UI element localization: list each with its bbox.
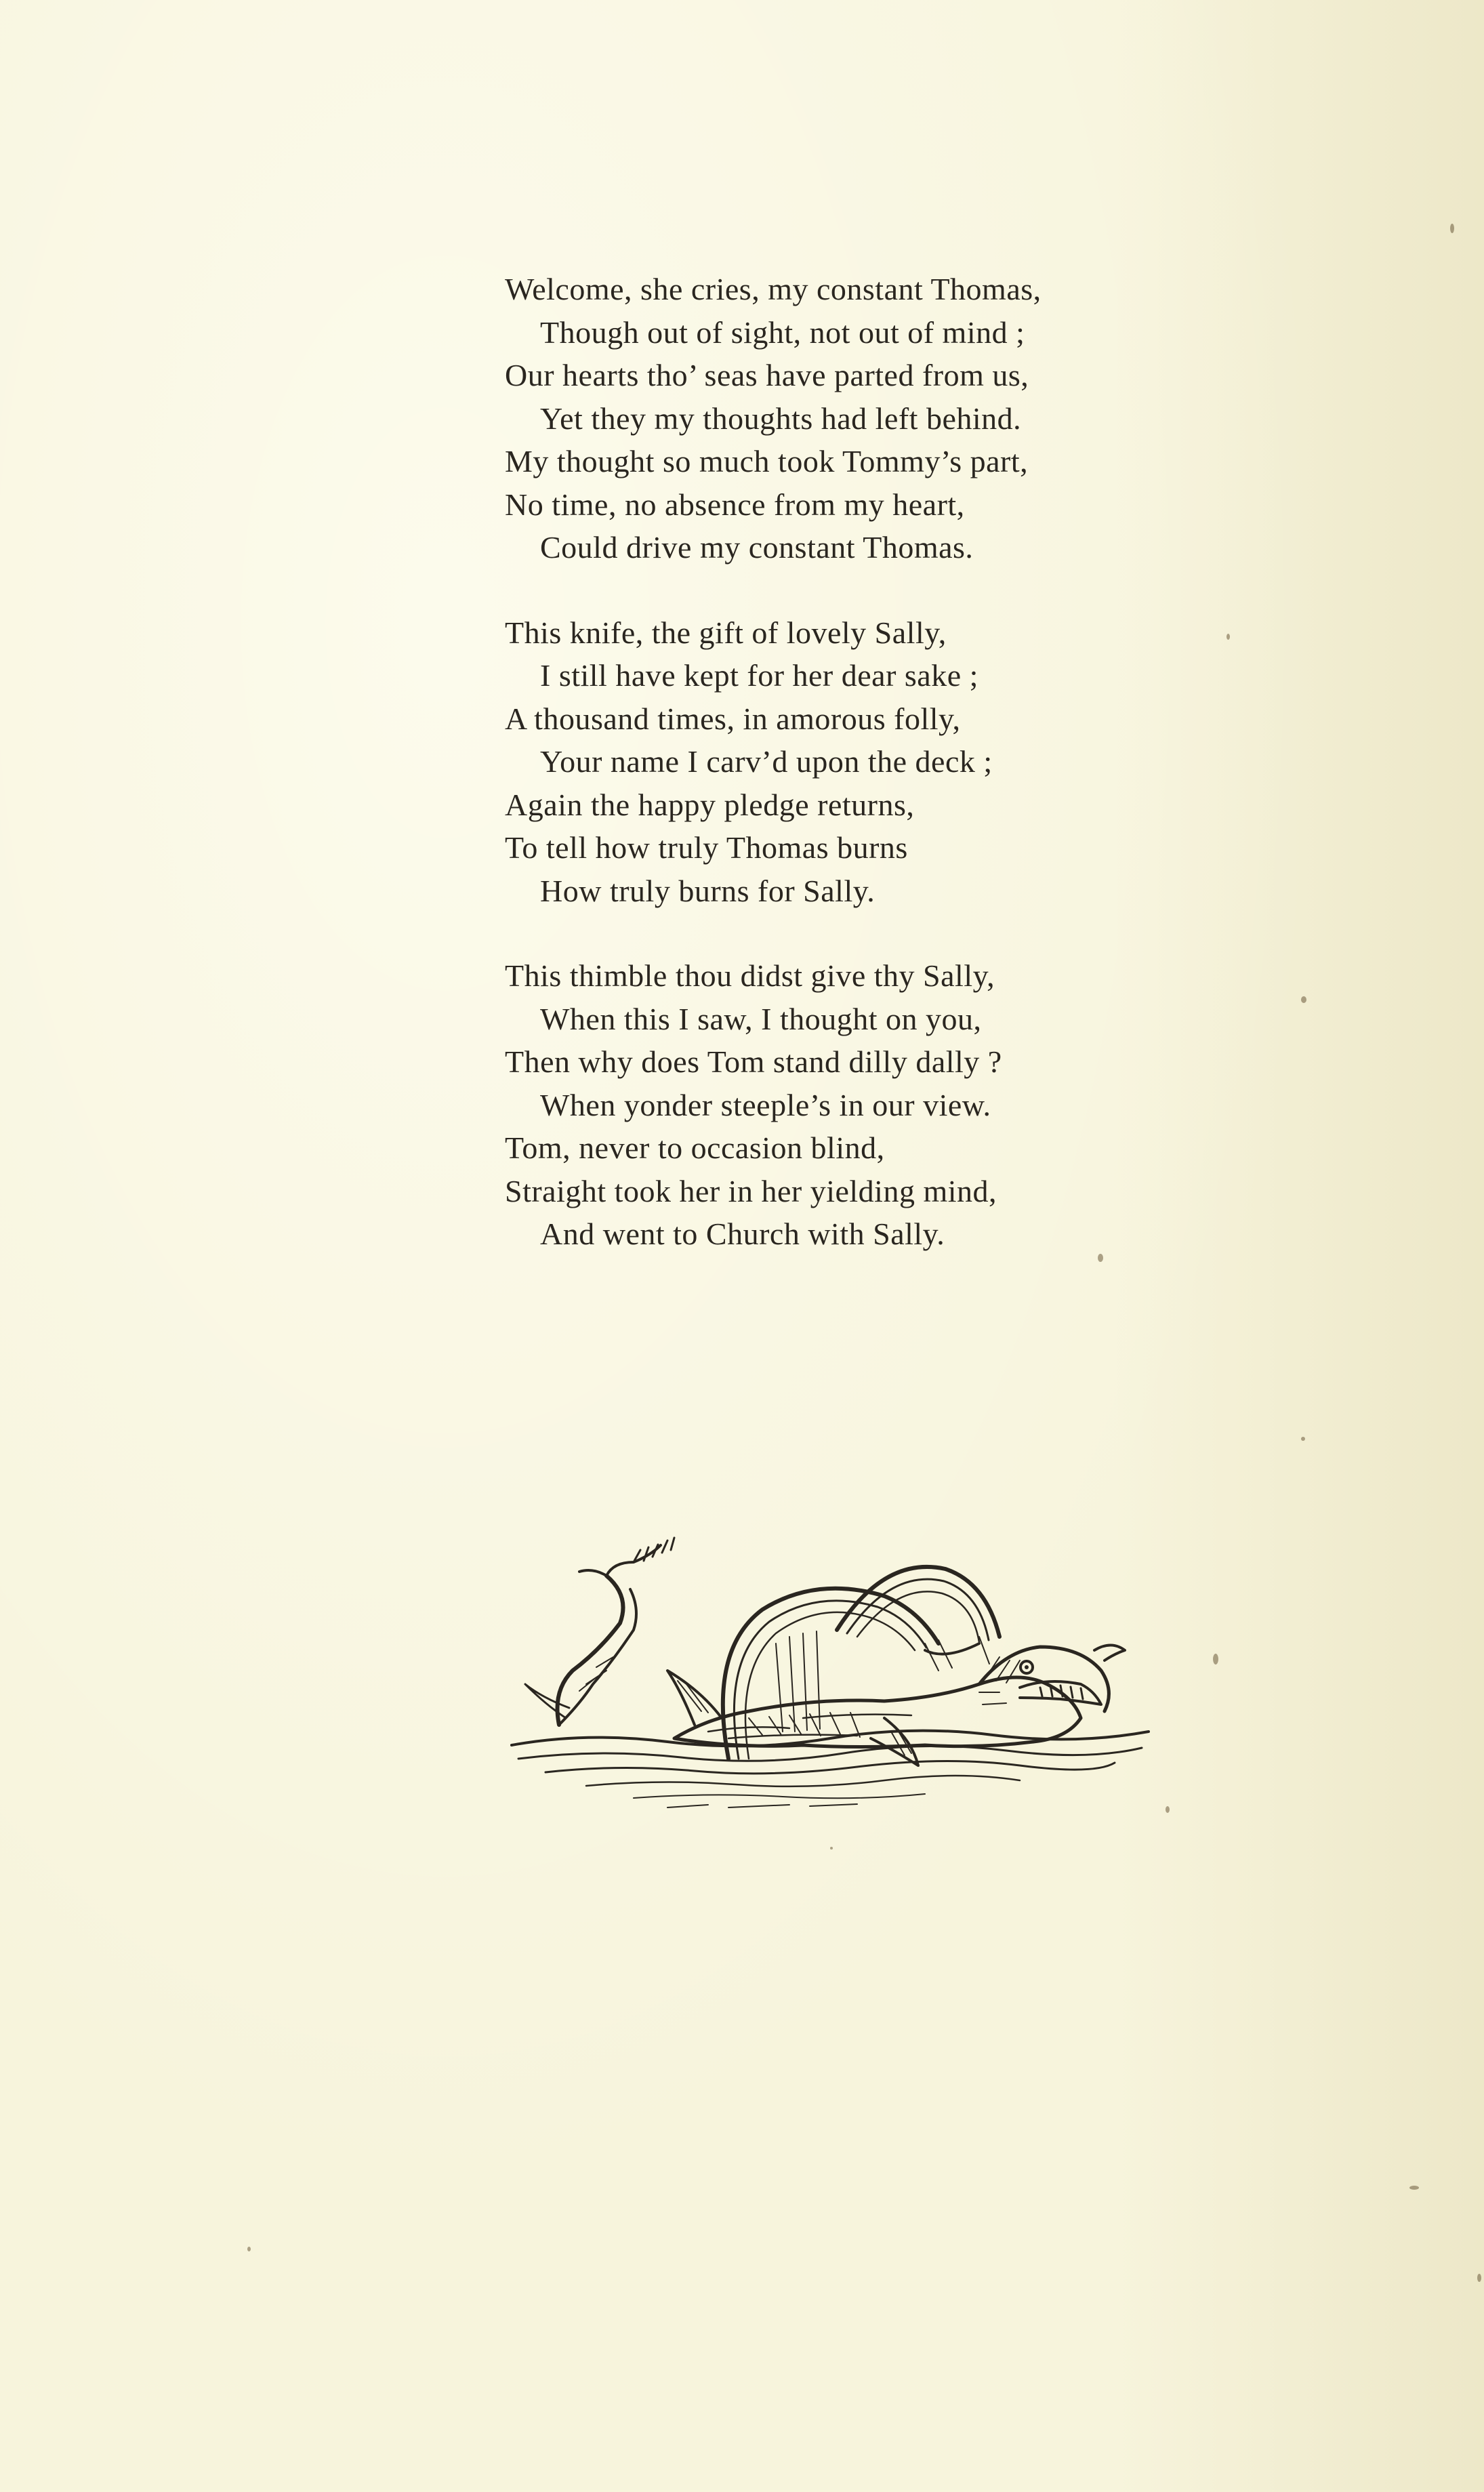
whale-spouting-woodcut-icon [505,1515,1155,1840]
paper-speck [1409,2186,1419,2190]
poem-line: This thimble thou didst give thy Sally, [505,958,995,993]
poem-line: Straight took her in her yielding mind, [505,1173,997,1208]
paper-speck [1477,2274,1481,2282]
poem-line: Your name I carv’d upon the deck ; [540,744,993,779]
paper-speck [1098,1254,1103,1262]
poem-line: Though out of sight, not out of mind ; [540,314,1025,350]
paper-speck [1166,1806,1170,1813]
paper-speck [1301,996,1306,1003]
poem [505,268,1182,1298]
paper-speck [247,2247,251,2251]
paper-speck [1450,224,1454,233]
paper-speck [830,1847,833,1850]
poem-line: Our hearts tho’ seas have parted from us, [505,358,1029,392]
poem-line: Welcome, she cries, my constant Thomas, [505,272,1042,306]
poem-line: Yet they my thoughts had left behind. [540,401,1022,436]
poem-line: To tell how truly Thomas burns [505,830,908,865]
poem-line: Then why does Tom stand dilly dally ? [505,1044,1002,1079]
poem-line: I still have kept for her dear sake ; [540,658,978,693]
poem-line: Tom, never to occasion blind, [505,1130,885,1165]
poem-line: And went to Church with Sally. [540,1217,945,1251]
stanza-2 [505,611,1182,913]
paper-speck [1213,1654,1218,1664]
poem-line: Again the happy pledge returns, [505,787,915,822]
paper-speck [1227,634,1230,640]
poem-line: A thousand times, in amorous folly, [505,701,961,736]
stanza-1 [505,268,1182,569]
paper-speck [1301,1437,1305,1441]
poem-line: Could drive my constant Thomas. [540,530,974,565]
poem-line: When yonder steeple’s in our view. [540,1087,991,1122]
poem-line: This knife, the gift of lovely Sally, [505,615,947,650]
poem-line: When this I saw, I thought on you, [540,1001,982,1036]
poem-line: No time, no absence from my heart, [505,487,965,522]
poem-line: My thought so much took Tommy’s part, [505,444,1029,478]
stanza-3 [505,954,1182,1256]
poem-line: How truly burns for Sally. [540,873,875,908]
